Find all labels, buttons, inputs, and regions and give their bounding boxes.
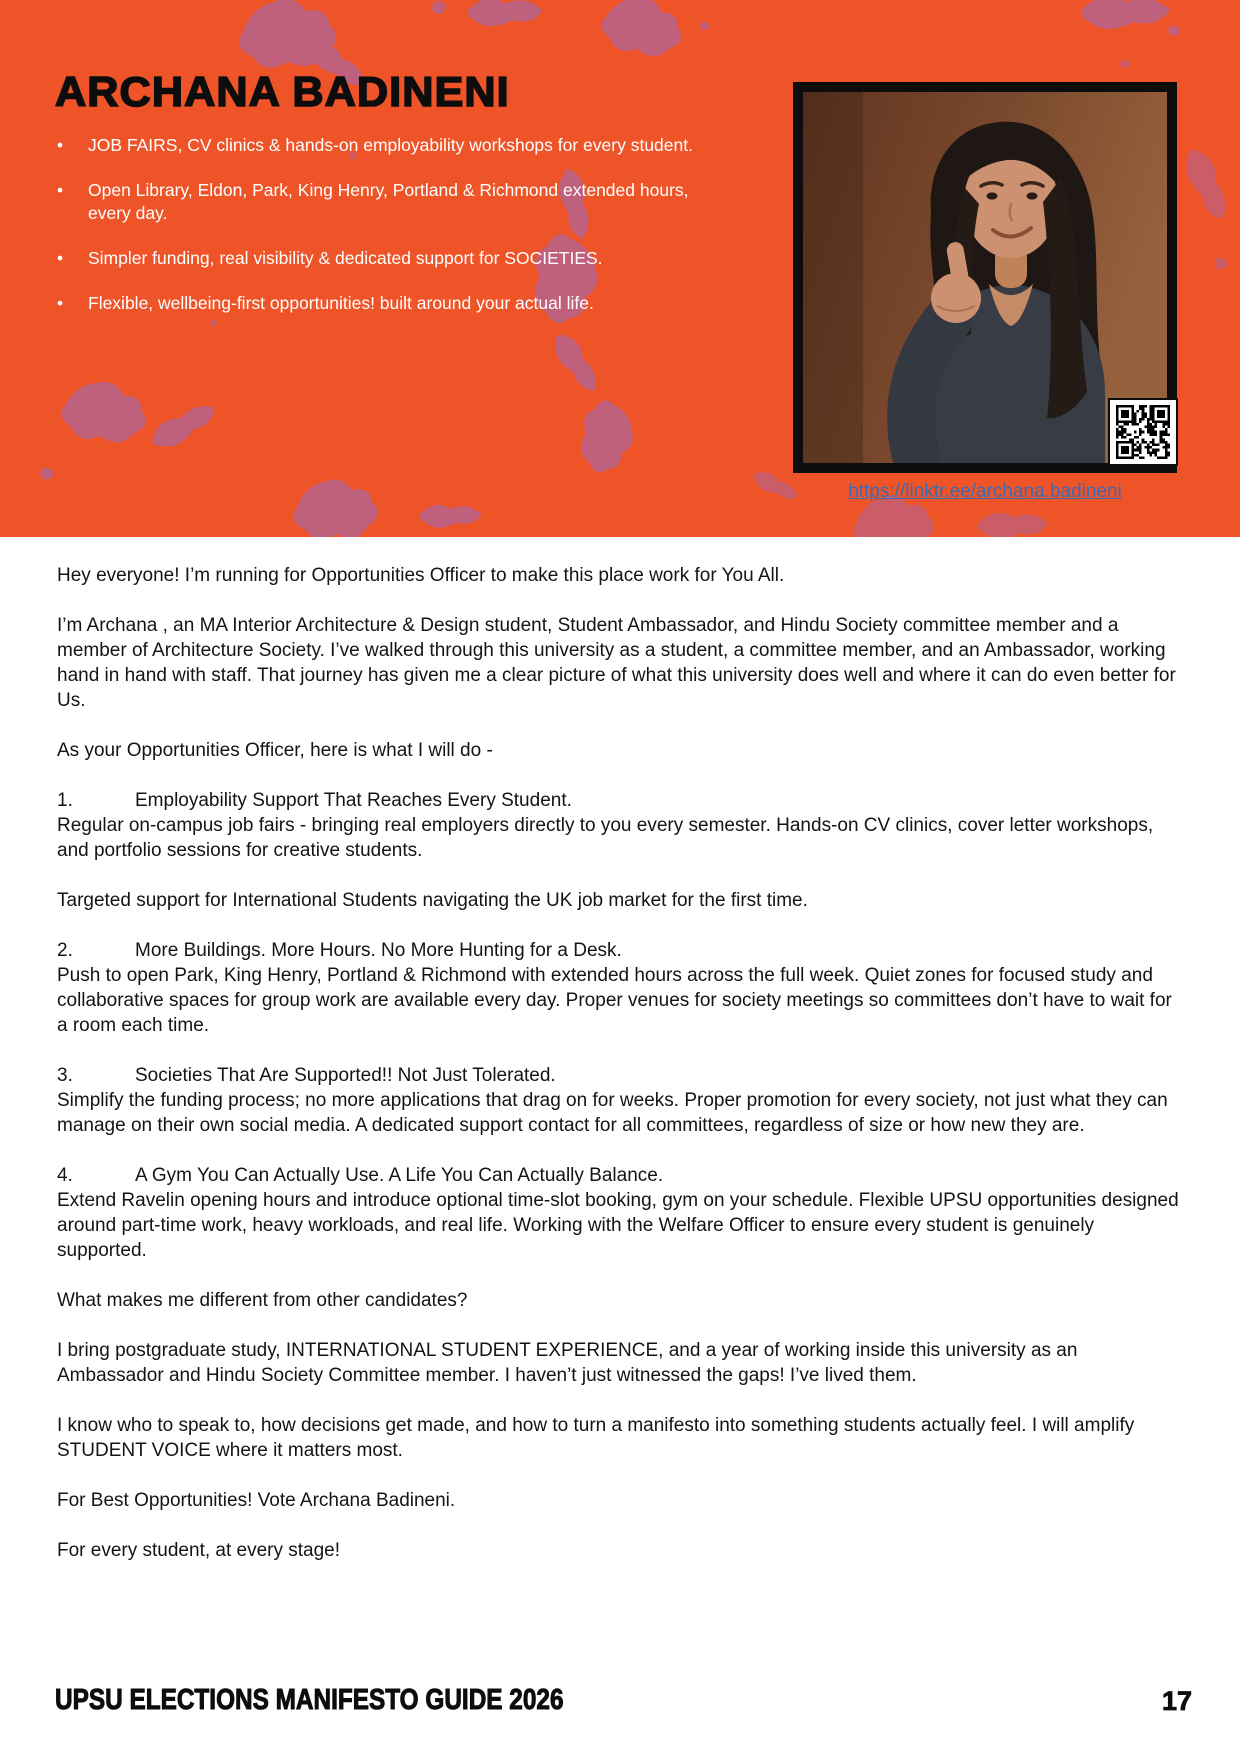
manifesto-body <box>57 563 1187 1588</box>
point-number: 3. <box>57 1065 73 1086</box>
point-number: 2. <box>57 940 73 961</box>
paragraph-about: I’m Archana , an MA Interior Architecture & Design student, Student Ambassador, and Hindu Society committee member and a member of Architecture Society. I’ve walked through this university as a student, a committee member, and an Ambassador, working hand in hand with staff. That journey has given me a clear picture of what this university does well and where it can do even better for Us. <box>57 615 1176 711</box>
qr-code <box>1108 398 1178 466</box>
hero-banner <box>0 0 1240 537</box>
paragraph-experience: I bring postgraduate study, INTERNATIONAL STUDENT EXPERIENCE, and a year of working inside this university as an Ambassador and Hindu Society Committee member. I haven’t just witnessed the gaps! I’ve lived them. <box>57 1340 1078 1386</box>
bullet-icon: • <box>57 135 64 155</box>
bullet-item <box>55 247 700 270</box>
paragraph-question: What makes me different from other candidates? <box>57 1290 468 1311</box>
point-body: Extend Ravelin opening hours and introduce optional time-slot booking, gym on your schedule. Flexible UPSU opportunities designed around part-time work, heavy workloads, and real life. Working with the Welfare Officer to ensure every student is genuinely supported. <box>57 1190 1179 1261</box>
manifesto-point-3 <box>57 1063 1187 1138</box>
manifesto-point-1 <box>57 788 1187 863</box>
bullet-item <box>55 134 700 157</box>
point-body: Simplify the funding process; no more applications that drag on for weeks. Proper promotion for every society, not just what they can manage on their own social media. A dedicated support contact for all committees, regardless of size or how new they are. <box>57 1090 1168 1136</box>
paragraph-international: Targeted support for International Students navigating the UK job market for the first time. <box>57 890 808 911</box>
point-title: A Gym You Can Actually Use. A Life You Can Actually Balance. <box>135 1165 664 1186</box>
point-body: Push to open Park, King Henry, Portland & Richmond with extended hours across the full week. Quiet zones for focused study and collaborative spaces for group work are available every day. Proper venues for society meetings so committees don’t have to wait for a room each time. <box>57 965 1172 1036</box>
point-body: Regular on-campus job fairs - bringing real employers directly to you every semester. Hands-on CV clinics, cover letter workshops, and portfolio sessions for creative students. <box>57 815 1154 861</box>
bullet-text: JOB FAIRS, CV clinics & hands-on employability workshops for every student. <box>88 135 693 155</box>
linktree-link[interactable]: https://linktr.ee/archana.badineni <box>848 481 1122 502</box>
point-title: Societies That Are Supported!! Not Just Tolerated. <box>135 1065 556 1086</box>
manifesto-point-4 <box>57 1163 1187 1263</box>
manifesto-point-2 <box>57 938 1187 1038</box>
page-number: 17 <box>1161 1686 1192 1716</box>
point-number: 1. <box>57 790 73 811</box>
bullet-icon: • <box>57 248 64 268</box>
point-heading <box>57 788 1187 813</box>
point-number: 4. <box>57 1165 73 1186</box>
candidate-name: ARCHANA BADINENI <box>55 68 510 115</box>
bullet-text: Open Library, Eldon, Park, King Henry, Portland & Richmond extended hours, every day. <box>88 180 689 223</box>
bullet-text: Flexible, wellbeing-first opportunities! built around your actual life. <box>88 293 594 313</box>
bullet-icon: • <box>57 293 64 313</box>
bullet-item <box>55 292 700 315</box>
point-heading <box>57 938 1187 963</box>
footer-title: UPSU ELECTIONS MANIFESTO GUIDE 2026 <box>55 1684 564 1716</box>
point-title: More Buildings. More Hours. No More Hunting for a Desk. <box>135 940 622 961</box>
paragraph-intro: Hey everyone! I’m running for Opportunities Officer to make this place work for You All. <box>57 565 785 586</box>
point-title: Employability Support That Reaches Every Student. <box>135 790 572 811</box>
paragraph-slogan: For every student, at every stage! <box>57 1540 341 1561</box>
manifesto-bullets <box>55 134 700 337</box>
paragraph-lead-in: As your Opportunities Officer, here is what I will do - <box>57 740 493 761</box>
bullet-icon: • <box>57 180 64 200</box>
point-heading <box>57 1063 1187 1088</box>
bullet-text: Simpler funding, real visibility & dedicated support for SOCIETIES. <box>88 248 603 268</box>
paragraph-vote: For Best Opportunities! Vote Archana Badineni. <box>57 1490 456 1511</box>
point-heading <box>57 1163 1187 1188</box>
linktree-link-row <box>793 481 1177 503</box>
bullet-item <box>55 179 700 225</box>
paragraph-voice: I know who to speak to, how decisions get made, and how to turn a manifesto into something students actually feel. I will amplify STUDENT VOICE where it matters most. <box>57 1415 1135 1461</box>
